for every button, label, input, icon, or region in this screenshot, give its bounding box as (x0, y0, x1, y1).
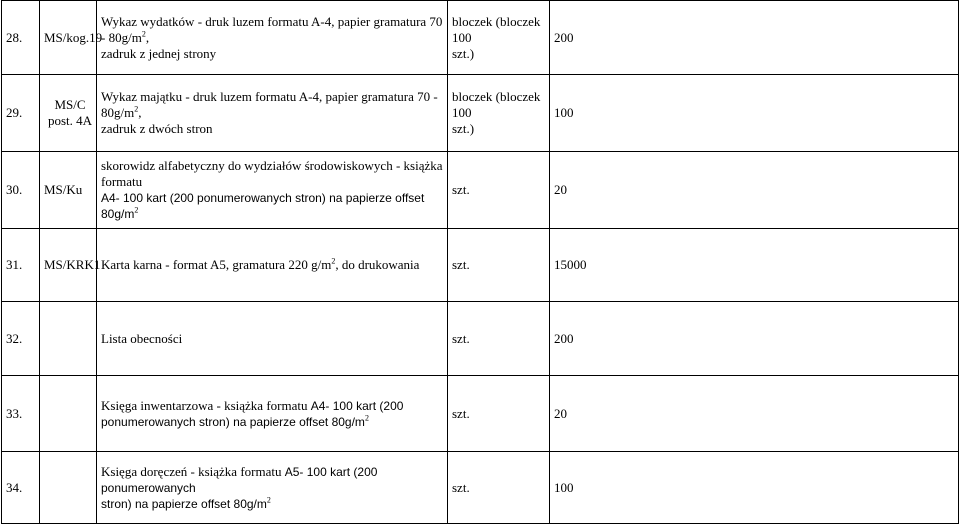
row-code: MS/Ku (40, 152, 97, 229)
row-code: MS/kog.19 (40, 1, 97, 75)
desc-line: stron) na papierze offset 80g/m (101, 496, 267, 511)
row-description (97, 376, 448, 452)
row-description (97, 1, 448, 75)
row-unit: szt. (448, 452, 550, 524)
row-number: 29. (2, 75, 40, 152)
desc-line-end: , (145, 29, 150, 45)
row-quantity: 20 (550, 152, 959, 229)
row-code (40, 376, 97, 452)
desc-text-end: , do drukowania (335, 257, 420, 272)
row-quantity: 20 (550, 376, 959, 452)
table-row (2, 75, 959, 152)
desc-text: Karta karna - format A5, gramatura 220 g/m (101, 257, 332, 272)
code-line: MS/C (54, 97, 86, 112)
row-description (97, 75, 448, 152)
row-description (97, 229, 448, 302)
desc-line: Wykaz majątku - druk luzem formatu A-4, papier gramatura 70 - 80g/m (101, 89, 438, 120)
unit-line: szt.) (452, 121, 475, 136)
row-code (40, 75, 97, 152)
row-unit (448, 75, 550, 152)
row-number: 33. (2, 376, 40, 452)
unit-line: bloczek (bloczek 100 (452, 13, 541, 45)
superscript: 2 (141, 29, 146, 39)
row-unit: szt. (448, 152, 550, 229)
table-row (2, 452, 959, 524)
row-quantity: 200 (550, 302, 959, 376)
desc-line-sans: A5- 100 kart (200 ponumerowanych (101, 464, 378, 495)
row-code (40, 302, 97, 376)
row-unit (448, 1, 550, 75)
row-unit: szt. (448, 302, 550, 376)
row-code: MS/KRK1 (40, 229, 97, 302)
items-table (1, 0, 959, 524)
table-row (2, 302, 959, 376)
row-description: Lista obecności (97, 302, 448, 376)
superscript: 2 (134, 205, 139, 215)
row-quantity: 15000 (550, 229, 959, 302)
desc-line: A4- 100 kart (200 ponumerowanych stron) na papierze offset 80g/m (101, 191, 425, 221)
row-description (97, 152, 448, 229)
row-number: 28. (2, 1, 40, 75)
unit-line: bloczek (bloczek 100 (452, 89, 541, 120)
row-unit: szt. (448, 376, 550, 452)
row-code (40, 452, 97, 524)
unit-line: szt.) (452, 45, 475, 61)
desc-line: ponumerowanych stron) na papierze offset 80g/m (101, 414, 365, 429)
desc-line-end: , (138, 105, 142, 120)
desc-line: zadruk z dwóch stron (101, 121, 213, 136)
row-unit: szt. (448, 229, 550, 302)
row-quantity: 200 (550, 1, 959, 75)
superscript: 2 (331, 256, 336, 266)
desc-line: Wykaz wydatków - druk luzem formatu A-4, papier gramatura 70 - 80g/m (101, 13, 443, 45)
superscript: 2 (364, 413, 369, 423)
desc-line: skorowidz alfabetyczny do wydziałów środowiskowych - książka formatu (101, 158, 443, 189)
table-row (2, 376, 959, 452)
desc-line: Księga inwentarzowa - książka formatu (101, 397, 311, 413)
row-number: 32. (2, 302, 40, 376)
desc-line: zadruk z jednej strony (101, 45, 217, 61)
table-row (2, 152, 959, 229)
desc-line: Księga doręczeń - książka formatu (101, 463, 285, 479)
row-number: 31. (2, 229, 40, 302)
row-number: 30. (2, 152, 40, 229)
superscript: 2 (266, 495, 271, 505)
row-description (97, 452, 448, 524)
table-row (2, 1, 959, 75)
row-number: 34. (2, 452, 40, 524)
row-quantity: 100 (550, 452, 959, 524)
superscript: 2 (134, 104, 139, 114)
table-row (2, 229, 959, 302)
desc-line-sans: A4- 100 kart (200 (310, 398, 404, 413)
row-quantity: 100 (550, 75, 959, 152)
code-line: post. 4A (47, 113, 93, 128)
